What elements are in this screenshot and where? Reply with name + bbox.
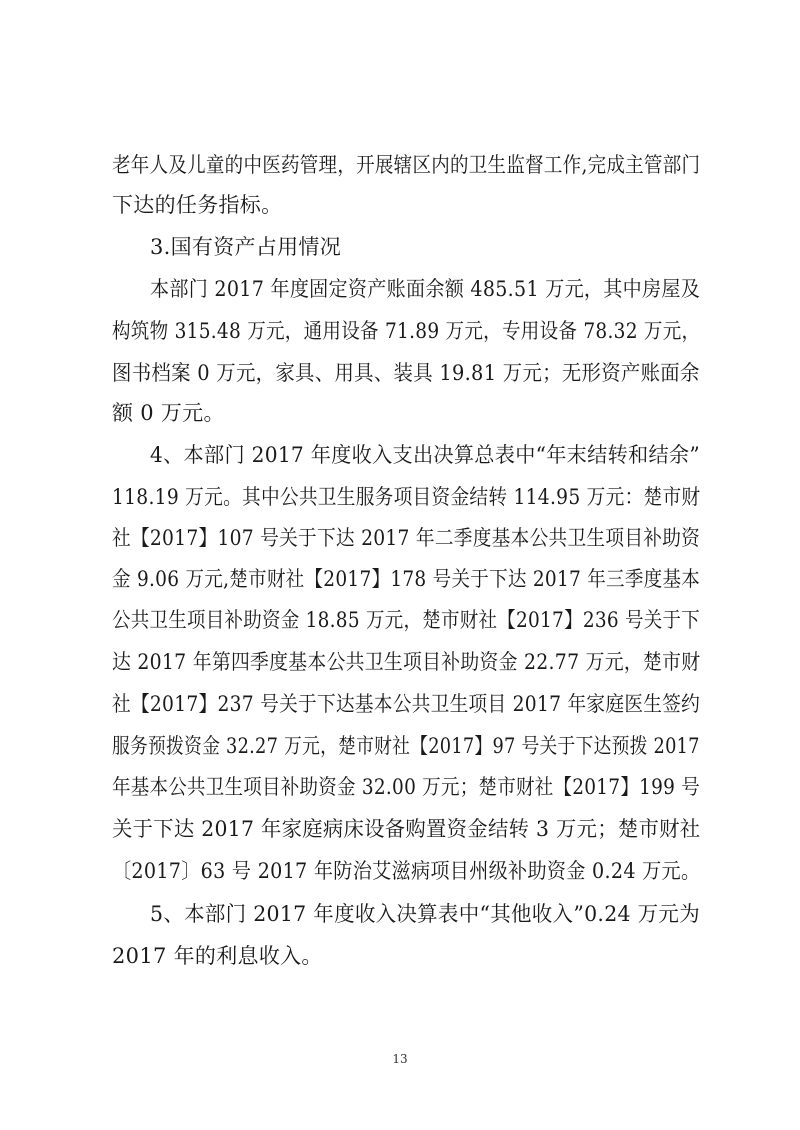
paragraph-line: 社【2017】237 号关于下达基本公共卫生项目 2017 年家庭医生签约 — [112, 692, 701, 716]
paragraph-line: 〔2017〕63 号 2017 年防治艾滋病项目州级补助资金 0.24 万元。 — [112, 859, 701, 883]
paragraph-line: 5、本部门 2017 年度收入决算表中“其他收入”0.24 万元为 — [150, 902, 700, 926]
paragraph-line: 构筑物 315.48 万元，通用设备 71.89 万元，专用设备 78.32 万元， — [112, 319, 701, 343]
paragraph-line: 老年人及儿童的中医药管理，开展辖区内的卫生监督工作,完成主管部门 — [112, 153, 701, 177]
paragraph-line: 2017 年的利息收入。 — [112, 944, 323, 968]
paragraph-line: 公共卫生项目补助资金 18.85 万元，楚市财社【2017】236 号关于下 — [112, 608, 701, 632]
paragraph-line: 本部门 2017 年度固定资产账面余额 485.51 万元，其中房屋及 — [150, 277, 701, 301]
paragraph-line: 118.19 万元。其中公共卫生服务项目资金结转 114.95 万元：楚市财 — [112, 485, 701, 509]
paragraph-line: 4、本部门 2017 年度收入支出决算总表中“年末结转和结余” — [150, 443, 700, 467]
paragraph-line: 图书档案 0 万元，家具、用具、装具 19.81 万元；无形资产账面余 — [112, 361, 700, 385]
section-heading: 3.国有资产占用情况 — [150, 235, 342, 259]
page-number: 13 — [392, 1052, 408, 1066]
paragraph-line: 服务预拨资金 32.27 万元，楚市财社【2017】97 号关于下达预拨 2017 — [112, 734, 700, 758]
paragraph-line: 下达的任务指标。 — [112, 193, 283, 217]
paragraph-line: 关于下达 2017 年家庭病床设备购置资金结转 3 万元；楚市财社 — [112, 817, 701, 841]
paragraph-line: 社【2017】107 号关于下达 2017 年二季度基本公共卫生项目补助资 — [112, 526, 701, 550]
paragraph-line: 达 2017 年第四季度基本公共卫生项目补助资金 22.77 万元，楚市财 — [112, 650, 701, 674]
paragraph-line: 额 0 万元。 — [112, 401, 225, 425]
paragraph-line: 年基本公共卫生项目补助资金 32.00 万元；楚市财社【2017】199 号 — [112, 775, 701, 799]
paragraph-line: 金 9.06 万元,楚市财社【2017】178 号关于下达 2017 年三季度基本 — [112, 567, 701, 591]
